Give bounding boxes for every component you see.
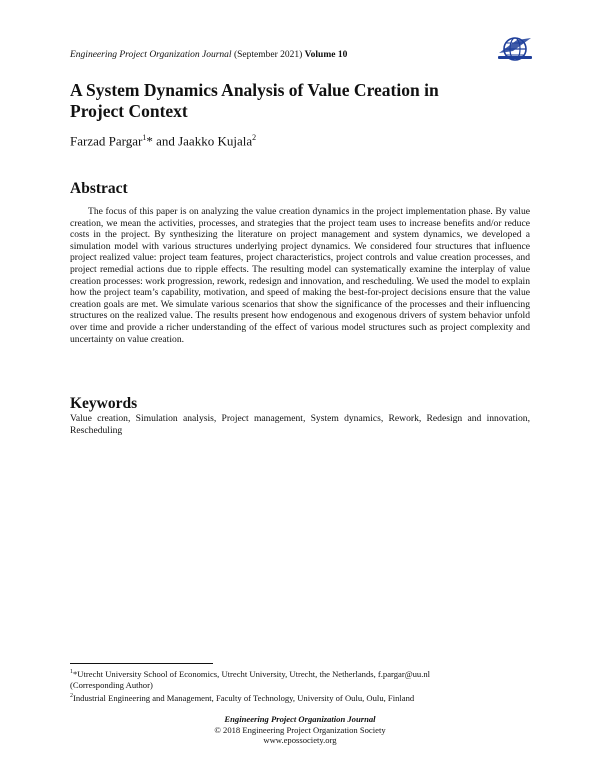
affiliation-mark: 1 — [142, 133, 147, 142]
footnotes — [70, 667, 540, 705]
keywords-heading: Keywords — [70, 395, 138, 412]
author-conjunction: and — [156, 133, 175, 149]
footnote-2 — [70, 691, 540, 704]
page-footer — [0, 714, 600, 746]
footnote-text: Industrial Engineering and Management, Faculty of Technology, University of Oulu, Oulu, Finland — [73, 693, 415, 704]
affiliation-mark: 2 — [252, 133, 257, 142]
paper-title: A System Dynamics Analysis of Value Creation in Project Context — [70, 80, 439, 121]
keywords-text: Value creation, Simulation analysis, Project management, System dynamics, Rework, Redesign and innovation, Rescheduling — [70, 413, 530, 436]
author-name: Jaakko Kujala — [178, 133, 253, 149]
footnote-1 — [70, 667, 540, 680]
journal-volume: Volume 10 — [304, 50, 348, 60]
globe-logo-icon — [497, 34, 533, 64]
author-name: Farzad Pargar — [70, 133, 143, 149]
journal-date: (September 2021) — [233, 50, 303, 60]
author-line — [70, 133, 256, 149]
footnote-mark: 2 — [70, 693, 73, 700]
footnote-1-continued: (Corresponding Author) — [70, 680, 153, 691]
footnote-divider — [70, 663, 213, 664]
journal-name: Engineering Project Organization Journal — [70, 50, 232, 60]
journal-header — [70, 50, 347, 60]
footnote-mark: 1 — [70, 669, 73, 675]
abstract-text: The focus of this paper is on analyzing the value creation dynamics in the project implementation phase. By value creation, we mean the activities, processes, and strategies that the project team uses to increase benefits and/or reduce costs in the project. By synthesizing the literature on project management and system dynamics, we developed a simulation model with various structures underlying project dynamics. We considered four structures that influence project realized value: project team features, project characteristics, project controls and value creation processes, and project remedial actions due to ripple effects. The resulting model can systematically examine the interplay of value creation processes: work progression, rework, redesign and innovation, and rescheduling. We used the model to explain how the project team’s capability, motivation, and speed of making the best-for-project decisions ensure that the value creation goals are met. We simulate various scenarios that show the significance of the processes and their influencing structures on the realized value. The results present how endogenous and exogenous drivers of system behavior unfold over time and provide a richer understanding of the effect of various model structures such as project complexity and uncertainty on value creation. — [70, 206, 530, 345]
footer-copyright: © 2018 Engineering Project Organization Society — [214, 724, 386, 735]
corresponding-mark: * — [146, 133, 153, 149]
footer-journal: Engineering Project Organization Journal — [224, 714, 376, 724]
footer-url[interactable]: www.epossociety.org — [263, 735, 337, 746]
footnote-text: *Utrecht University School of Economics, Utrecht University, Utrecht, the Netherlands, f.pargar@uu.nl — [73, 668, 431, 679]
abstract-heading: Abstract — [70, 180, 128, 197]
